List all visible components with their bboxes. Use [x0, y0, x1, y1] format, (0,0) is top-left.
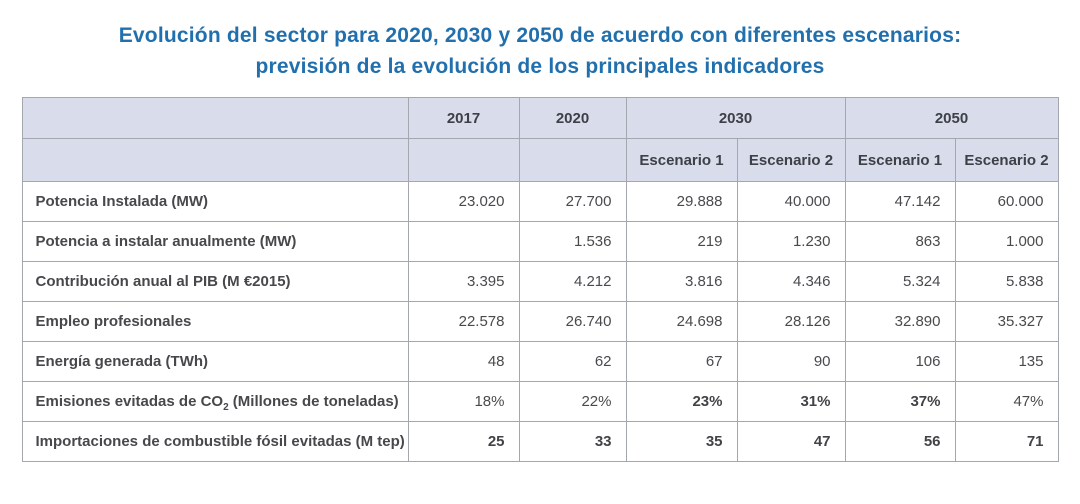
- value-cell: 23%: [626, 382, 737, 422]
- table-row-emisiones-evitadas: [22, 382, 1058, 422]
- row-label: Emisiones evitadas de $CO_2$ (Millones de toneladas): [22, 382, 408, 422]
- value-cell: 4.212: [519, 262, 626, 302]
- indicators-table: [22, 97, 1059, 462]
- value-cell: 47: [737, 422, 845, 462]
- page-title-line2: previsión de la evolución de los principales indicadores: [255, 55, 825, 78]
- value-cell: 3.395: [408, 262, 519, 302]
- value-cell: 32.890: [845, 302, 955, 342]
- header-empty-label-cell: [22, 139, 408, 182]
- header-row-scenarios: [22, 139, 1058, 182]
- value-cell: 60.000: [955, 182, 1058, 222]
- header-cell-2050: 2050: [845, 98, 1058, 139]
- value-cell: 4.346: [737, 262, 845, 302]
- table-header: [22, 98, 1058, 182]
- value-cell: 1.230: [737, 222, 845, 262]
- value-cell: 47%: [955, 382, 1058, 422]
- value-cell: 26.740: [519, 302, 626, 342]
- header-cell-2030-escenario1: Escenario 1: [626, 139, 737, 182]
- header-cell-2050-escenario2: Escenario 2: [955, 139, 1058, 182]
- value-cell: 24.698: [626, 302, 737, 342]
- value-cell: 863: [845, 222, 955, 262]
- value-cell: 219: [626, 222, 737, 262]
- row-label: Empleo profesionales: [22, 302, 408, 342]
- table-row-energia-generada: [22, 342, 1058, 382]
- page-title: [40, 20, 1040, 82]
- value-cell: 135: [955, 342, 1058, 382]
- value-cell: 35: [626, 422, 737, 462]
- value-cell: 1.000: [955, 222, 1058, 262]
- header-cell-2030-escenario2: Escenario 2: [737, 139, 845, 182]
- row-label: Energía generada (TWh): [22, 342, 408, 382]
- value-cell: 23.020: [408, 182, 519, 222]
- value-cell: 22.578: [408, 302, 519, 342]
- value-cell: 27.700: [519, 182, 626, 222]
- header-cell-2050-escenario1: Escenario 1: [845, 139, 955, 182]
- value-cell: 62: [519, 342, 626, 382]
- value-cell: [408, 222, 519, 262]
- value-cell: 33: [519, 422, 626, 462]
- table-row-empleo: [22, 302, 1058, 342]
- table-row-contribucion-pib: [22, 262, 1058, 302]
- value-cell: 48: [408, 342, 519, 382]
- row-label: Importaciones de combustible fósil evitadas (M tep): [22, 422, 408, 462]
- value-cell: 5.838: [955, 262, 1058, 302]
- value-cell: 47.142: [845, 182, 955, 222]
- header-cell-2030: 2030: [626, 98, 845, 139]
- value-cell: 5.324: [845, 262, 955, 302]
- header-row-years: [22, 98, 1058, 139]
- value-cell: 35.327: [955, 302, 1058, 342]
- header-empty-label-cell: [22, 98, 408, 139]
- value-cell: 25: [408, 422, 519, 462]
- header-cell-2017: 2017: [408, 98, 519, 139]
- header-empty-2017-cell: [408, 139, 519, 182]
- value-cell: 28.126: [737, 302, 845, 342]
- table-row-importaciones-evitadas: [22, 422, 1058, 462]
- value-cell: 37%: [845, 382, 955, 422]
- value-cell: 29.888: [626, 182, 737, 222]
- value-cell: 40.000: [737, 182, 845, 222]
- header-cell-2020: 2020: [519, 98, 626, 139]
- value-cell: 71: [955, 422, 1058, 462]
- value-cell: 90: [737, 342, 845, 382]
- value-cell: 3.816: [626, 262, 737, 302]
- row-label: Contribución anual al PIB (M €2015): [22, 262, 408, 302]
- row-label: Potencia a instalar anualmente (MW): [22, 222, 408, 262]
- value-cell: 1.536: [519, 222, 626, 262]
- table-body: [22, 182, 1058, 462]
- header-empty-2020-cell: [519, 139, 626, 182]
- value-cell: 106: [845, 342, 955, 382]
- page-title-line1: Evolución del sector para 2020, 2030 y 2050 de acuerdo con diferentes escenarios:: [118, 24, 962, 47]
- value-cell: 22%: [519, 382, 626, 422]
- table-row-potencia-anual: [22, 222, 1058, 262]
- value-cell: 67: [626, 342, 737, 382]
- value-cell: 31%: [737, 382, 845, 422]
- value-cell: 18%: [408, 382, 519, 422]
- table-row-potencia-instalada: [22, 182, 1058, 222]
- value-cell: 56: [845, 422, 955, 462]
- row-label: Potencia Instalada (MW): [22, 182, 408, 222]
